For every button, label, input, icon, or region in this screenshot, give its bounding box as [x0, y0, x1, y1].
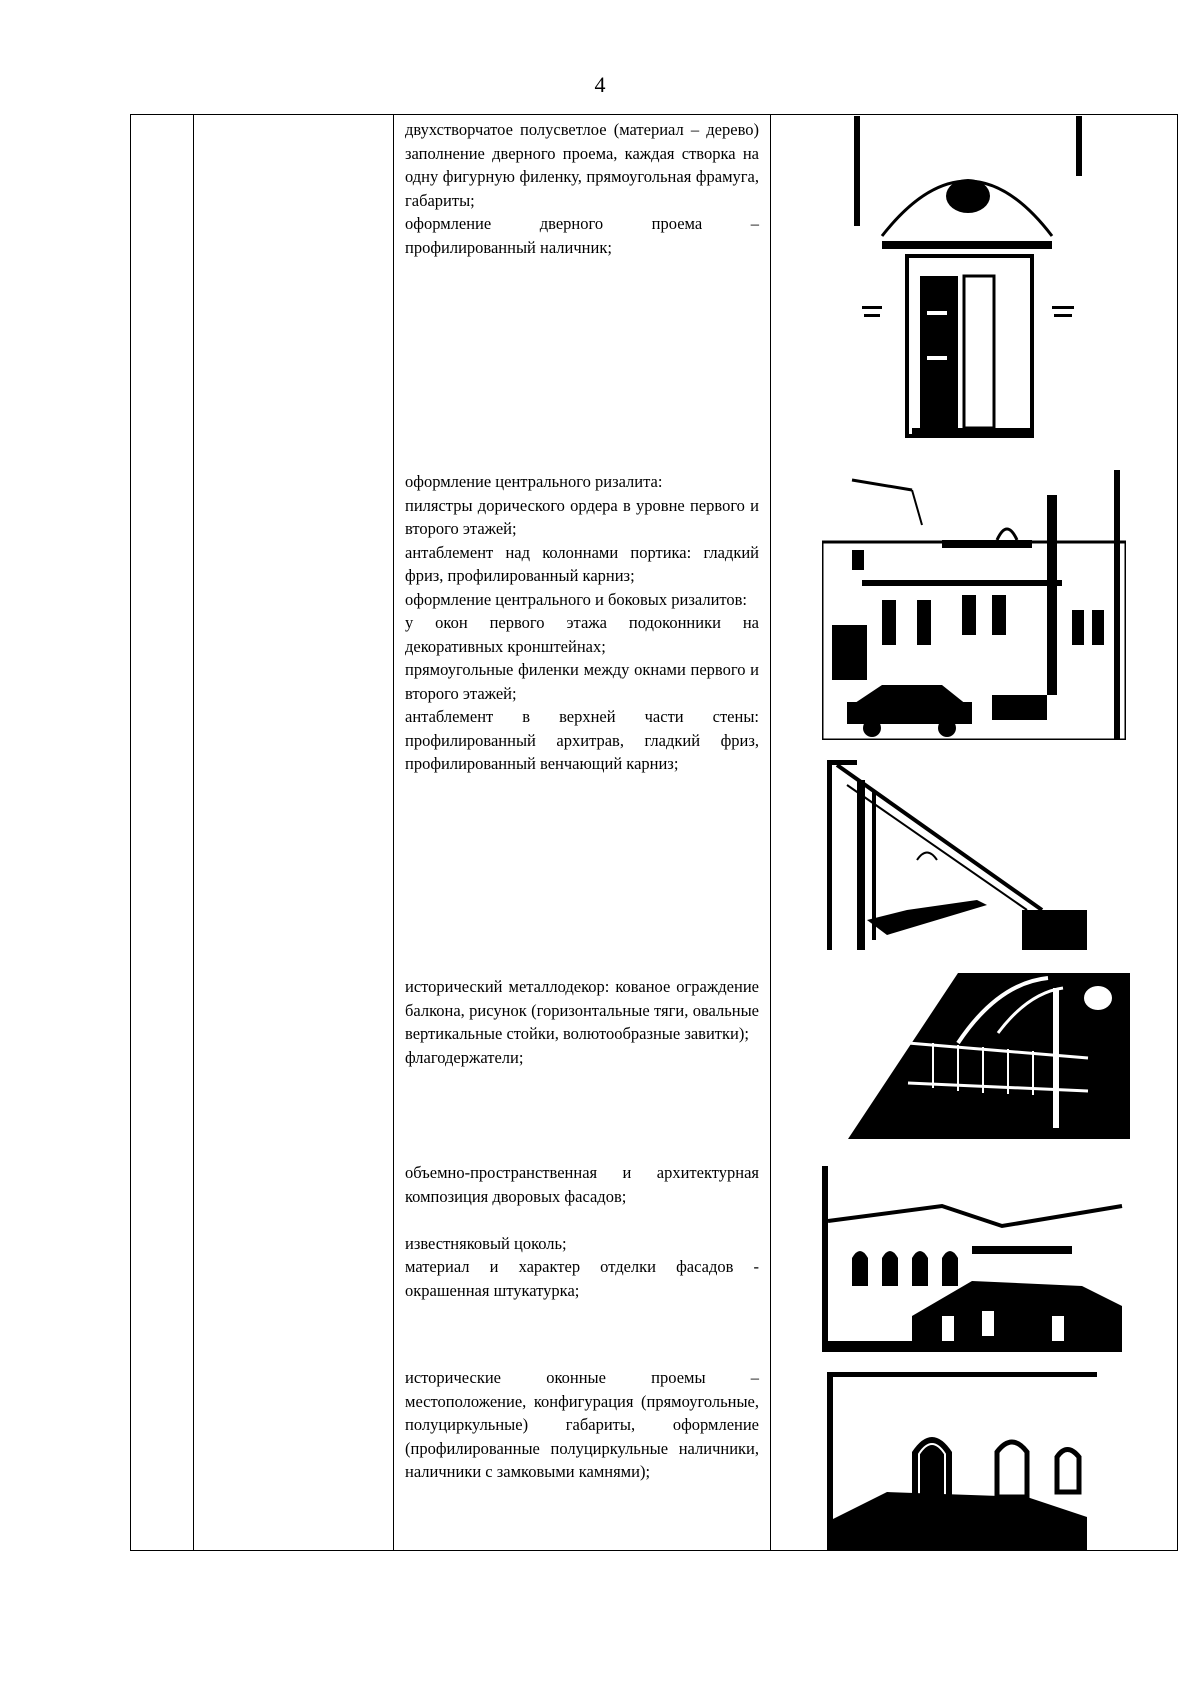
text-line: оформление центрального и боковых ризалитов:	[405, 589, 748, 609]
photo-cornice	[827, 760, 1097, 950]
text-block-door	[405, 118, 759, 259]
page-number: 4	[594, 72, 606, 97]
text-line: известняковый цоколь;	[405, 1233, 567, 1253]
text-line: объемно-пространственная и архитектурная композиция дворовых фасадов;	[405, 1163, 759, 1206]
text-line: прямоугольные филенки между окнами первого и второго этажей;	[405, 660, 759, 703]
text-line: пилястры дорического ордера в уровне первого и второго этажей;	[405, 495, 759, 538]
text-line	[405, 1208, 759, 1232]
text-block-risalit	[405, 470, 759, 776]
text-line: материал и характер отделки фасадов - окрашенная штукатурка;	[405, 1257, 759, 1300]
column-divider	[393, 115, 394, 1550]
photo-central-risalit	[822, 470, 1126, 740]
photo-courtyard	[822, 1166, 1126, 1352]
column-divider	[770, 115, 771, 1550]
text-line: оформление дверного проема – профилированный наличник;	[405, 214, 759, 257]
text-line: исторические оконные проемы – местоположение, конфигурация (прямоугольные, полуциркульные) габариты, оформление (профилированные полуциркульные наличники, наличники с замковыми камнями);	[405, 1368, 759, 1481]
text-line: исторический металлодекор: кованое ограждение балкона, рисунок (горизонтальные тяги, овальные вертикальные стойки, волютообразные завитки);	[405, 977, 759, 1043]
photo-doorway	[852, 116, 1084, 441]
photo-arched-windows	[827, 1372, 1097, 1550]
text-line: антаблемент в верхней части стены: профилированный архитрав, гладкий фриз, профилированный венчающий карниз;	[405, 707, 759, 773]
text-line: двухстворчатое полусветлое (материал – дерево) заполнение дверного проема, каждая створка на одну фигурную филенку, прямоугольная фрамуга, габариты;	[405, 120, 759, 210]
text-line: у окон первого этажа подоконники на декоративных кронштейнах;	[405, 613, 759, 656]
text-line: оформление центрального ризалита:	[405, 472, 663, 491]
text-block-windows	[405, 1366, 759, 1484]
text-line: флагодержатели;	[405, 1047, 524, 1067]
text-line: антаблемент над колоннами портика: гладкий фриз, профилированный карниз;	[405, 542, 759, 585]
column-divider	[193, 115, 194, 1550]
photo-balcony	[848, 973, 1130, 1139]
text-block-courtyard	[405, 1161, 759, 1302]
text-block-metal-decor	[405, 975, 759, 1069]
